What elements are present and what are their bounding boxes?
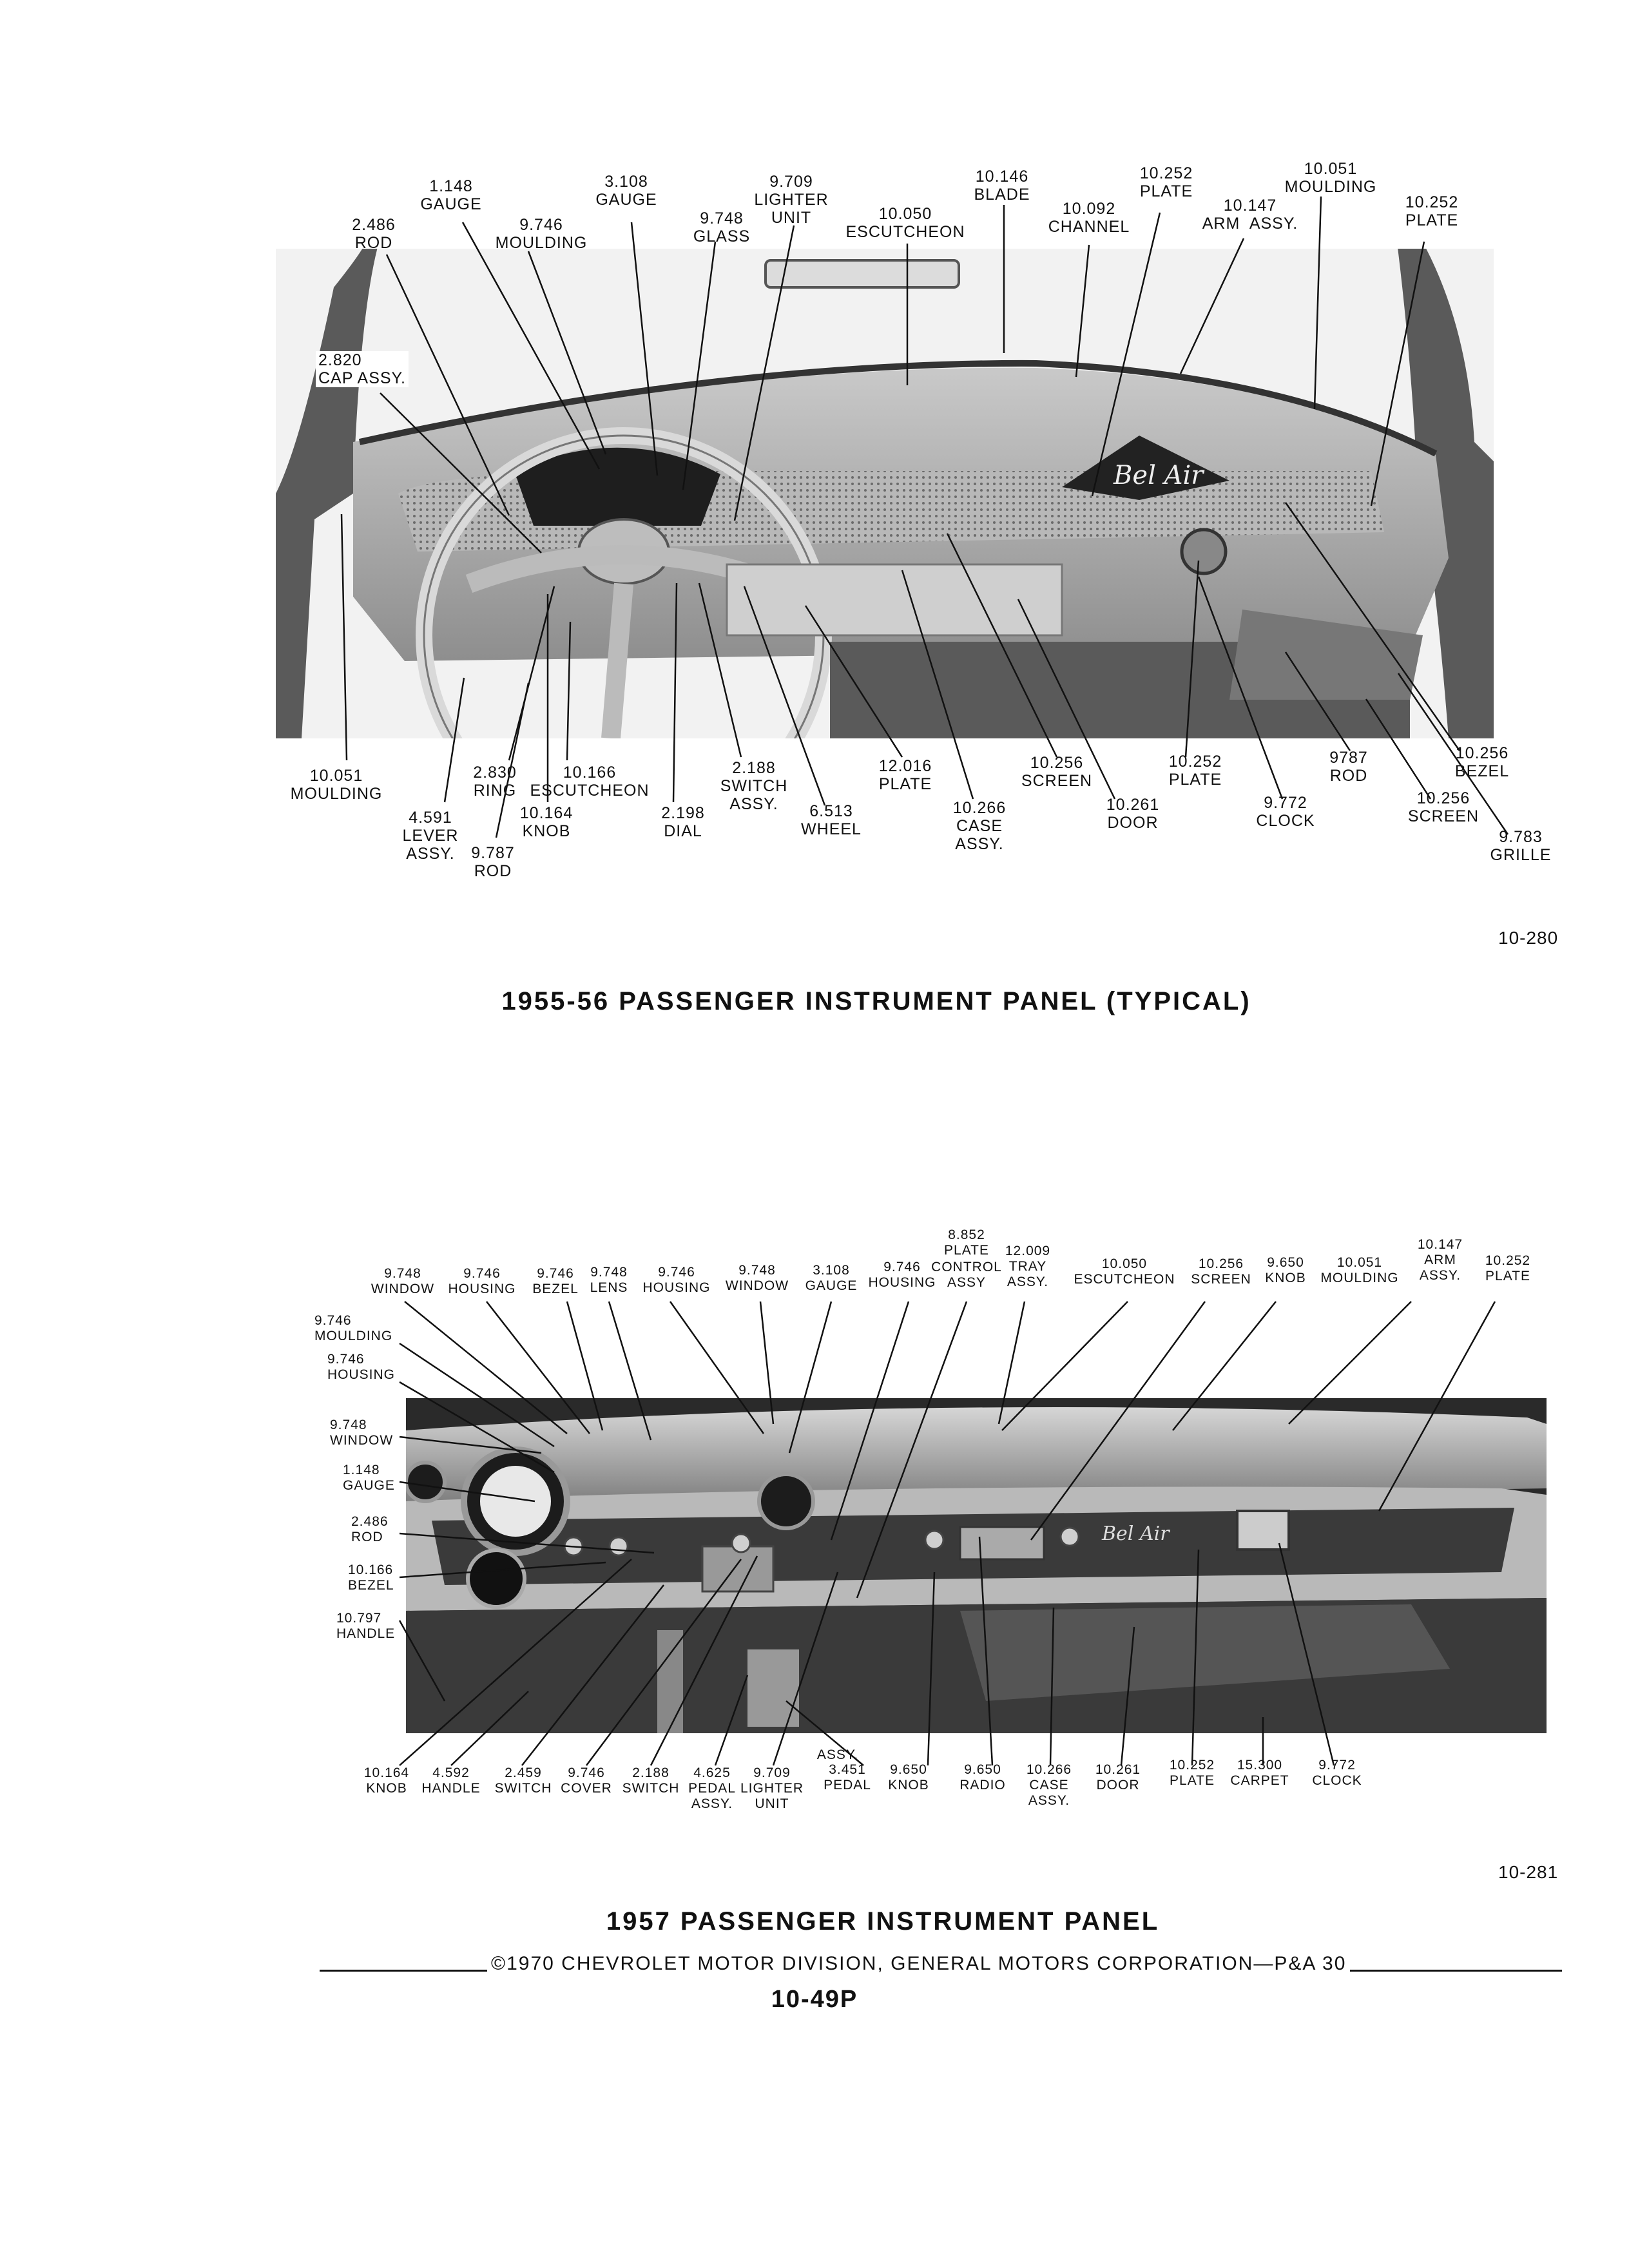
- label-12016-plate: 12.016 PLATE: [878, 757, 932, 793]
- label-control-assy: CONTROL ASSY: [931, 1260, 1002, 1290]
- label-9748-lens: 9.748 LENS: [590, 1265, 628, 1295]
- label-10252-plate-top: 10.252 PLATE: [1485, 1253, 1531, 1283]
- label-9709-lighter-unit: 9.709 LIGHTER UNIT: [754, 173, 829, 227]
- label-9787-rod-right: 9787 ROD: [1329, 749, 1368, 785]
- footer-copyright-line: [316, 1951, 1566, 1977]
- caption-1955-56: 1955-56 PASSENGER INSTRUMENT PANEL (TYPICAL): [501, 987, 1251, 1015]
- label-10261-door: 10.261 DOOR: [1106, 796, 1160, 832]
- label-10266-case-assy: 10.266 CASE ASSY.: [1026, 1762, 1072, 1808]
- label-assy: ASSY.: [816, 1747, 859, 1762]
- label-15300-carpet: 15.300 CARPET: [1230, 1758, 1289, 1788]
- label-10051-moulding: 10.051 MOULDING: [1320, 1255, 1399, 1285]
- label-10050-escutcheon: 10.050 ESCUTCHEON: [1074, 1256, 1175, 1287]
- label-9650-radio: 9.650 RADIO: [959, 1762, 1006, 1792]
- label-9746-bezel: 9.746 BEZEL: [532, 1266, 579, 1296]
- label-10797-handle: 10.797 HANDLE: [336, 1611, 396, 1641]
- figure-number-10-280: 10-280: [1498, 928, 1559, 948]
- caption-1957: 1957 PASSENGER INSTRUMENT PANEL: [606, 1907, 1160, 1936]
- label-10256-screen-a: 10.256 SCREEN: [1021, 754, 1093, 790]
- label-10256-screen-c: 10.256 SCREEN: [1407, 789, 1480, 825]
- label-10252-plate-bottom: 10.252 PLATE: [1168, 753, 1222, 789]
- svg-text:Bel Air: Bel Air: [1102, 1523, 1170, 1545]
- label-10256-bezel: 10.256 BEZEL: [1454, 744, 1510, 780]
- footer-rule-right: [1350, 1970, 1562, 1972]
- label-10166-bezel: 10.166 BEZEL: [348, 1562, 394, 1593]
- label-9746-cover: 9.746 COVER: [561, 1765, 612, 1796]
- label-9772-clock: 9.772 CLOCK: [1312, 1758, 1362, 1788]
- label-10050-escutcheon: 10.050 ESCUTCHEON: [845, 205, 965, 241]
- label-9746-housing-c: 9.746 HOUSING: [868, 1260, 936, 1290]
- label-4625-pedal-assy: 4.625 PEDAL ASSY.: [688, 1765, 736, 1811]
- label-10166-escutcheon: 10.166 ESCUTCHEON: [530, 764, 650, 800]
- label-9787-rod-left: 9.787 ROD: [471, 844, 515, 880]
- label-10092-channel: 10.092 CHANNEL: [1048, 200, 1130, 236]
- label-2188-switch: 2.188 SWITCH: [622, 1765, 680, 1796]
- label-10256-screen: 10.256 SCREEN: [1191, 1256, 1251, 1287]
- label-8852-plate: 8.852 PLATE: [944, 1227, 989, 1258]
- footer-rule-left: [320, 1970, 487, 1972]
- label-9783-grille: 9.783 GRILLE: [1490, 828, 1552, 864]
- label-10147-arm-assy: 10.147 ARM ASSY.: [1417, 1237, 1463, 1283]
- figure-number-10-281: 10-281: [1498, 1862, 1559, 1882]
- label-2830-ring: 2.830 RING: [473, 764, 517, 800]
- page-number: 10-49P: [771, 1986, 858, 2013]
- label-9772-clock: 9.772 CLOCK: [1256, 794, 1315, 830]
- label-1148-gauge: 1.148 GAUGE: [343, 1463, 395, 1493]
- label-3451-pedal: 3.451 PEDAL: [824, 1762, 871, 1792]
- label-2198-dial: 2.198 DIAL: [661, 804, 705, 840]
- label-9746-housing-b: 9.746 HOUSING: [642, 1265, 711, 1295]
- photo-1957-instrument-panel: [406, 1398, 1547, 1733]
- label-9650-knob-bottom: 9.650 KNOB: [888, 1762, 929, 1792]
- label-9748-window-b: 9.748 WINDOW: [725, 1263, 789, 1293]
- label-2459-switch: 2.459 SWITCH: [494, 1765, 552, 1796]
- label-2820-cap-assy: 2.820 CAP ASSY.: [316, 351, 409, 387]
- label-10164-knob: 10.164 KNOB: [363, 1765, 410, 1796]
- label-9746-housing-left: 9.746 HOUSING: [327, 1352, 396, 1382]
- label-2486-rod: 2.486 ROD: [352, 216, 396, 252]
- label-10146-blade: 10.146 BLADE: [974, 168, 1030, 204]
- label-9746-moulding: 9.746 MOULDING: [314, 1313, 393, 1343]
- label-1148-gauge: 1.148 GAUGE: [420, 177, 482, 213]
- label-10051-moulding-top: 10.051 MOULDING: [1284, 160, 1377, 196]
- label-4592-handle: 4.592 HANDLE: [421, 1765, 481, 1796]
- label-4591-lever-assy: 4.591 LEVER ASSY.: [402, 809, 459, 863]
- label-10252-plate-top: 10.252 PLATE: [1139, 164, 1193, 200]
- photo-1955-56-instrument-panel: [276, 249, 1494, 738]
- label-10164-knob: 10.164 KNOB: [519, 804, 574, 840]
- label-6513-wheel: 6.513 WHEEL: [801, 802, 862, 838]
- label-9748-window-a: 9.748 WINDOW: [371, 1266, 435, 1296]
- label-12009-tray-assy: 12.009 TRAY ASSY.: [1005, 1244, 1051, 1289]
- label-3108-gauge: 3.108 GAUGE: [595, 173, 657, 209]
- label-9650-knob-top: 9.650 KNOB: [1265, 1255, 1306, 1285]
- label-3108-gauge: 3.108 GAUGE: [805, 1263, 858, 1293]
- label-10252-plate-bottom: 10.252 PLATE: [1169, 1758, 1215, 1788]
- label-9709-lighter-unit: 9.709 LIGHTER UNIT: [740, 1765, 804, 1811]
- label-10147-arm-assy: 10.147 ARM ASSY.: [1202, 197, 1298, 233]
- label-9746-moulding: 9.746 MOULDING: [495, 216, 588, 252]
- label-9748-window-left: 9.748 WINDOW: [330, 1418, 394, 1448]
- label-10252-plate-right: 10.252 PLATE: [1405, 193, 1459, 229]
- label-2486-rod: 2.486 ROD: [351, 1514, 389, 1544]
- label-2188-switch-assy: 2.188 SWITCH ASSY.: [720, 759, 788, 813]
- label-9748-glass: 9.748 GLASS: [693, 209, 751, 245]
- label-10266-case-assy: 10.266 CASE ASSY.: [952, 799, 1007, 853]
- label-10051-moulding-bottom: 10.051 MOULDING: [290, 767, 383, 803]
- svg-text:Bel Air: Bel Air: [1113, 461, 1204, 490]
- label-10261-door: 10.261 DOOR: [1095, 1762, 1141, 1792]
- label-9746-housing-a: 9.746 HOUSING: [448, 1266, 516, 1296]
- copyright-text: ©1970 CHEVROLET MOTOR DIVISION, GENERAL MOTORS CORPORATION—P&A 30: [491, 1953, 1347, 1974]
